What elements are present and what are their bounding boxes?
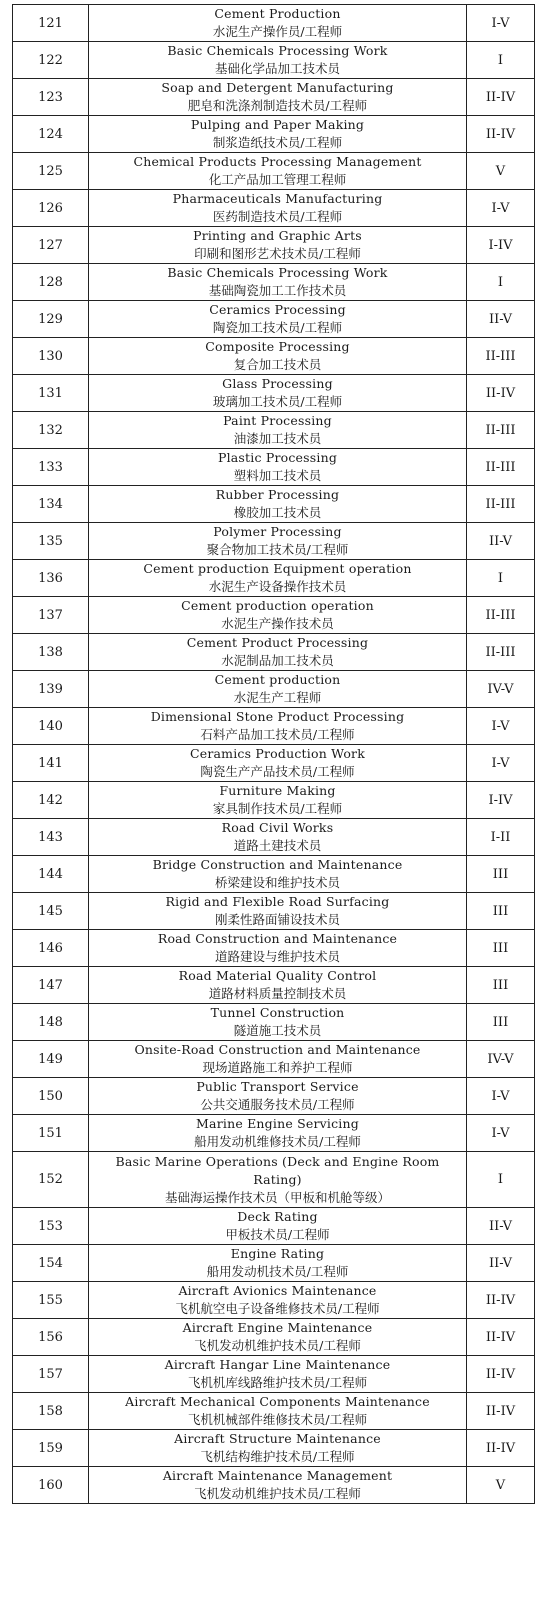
table-row [13, 523, 535, 560]
row-number: 128 [13, 264, 89, 301]
occupation-name-zh: 陶瓷生产产品技术员/工程师 [200, 764, 355, 779]
table-row [13, 1393, 535, 1430]
occupation-cell [89, 708, 467, 745]
occupation-name-en: Basic Chemicals Processing Work [167, 43, 388, 58]
row-number: 154 [13, 1245, 89, 1282]
row-number: 141 [13, 745, 89, 782]
occupation-name-zh: 船用发动机技术员/工程师 [206, 1264, 349, 1279]
table-row [13, 1430, 535, 1467]
level-range: I [467, 1152, 535, 1208]
occupation-name-en: Cement production Equipment operation [143, 561, 412, 576]
occupation-cell [89, 1467, 467, 1504]
occupation-name-en: Onsite-Road Construction and Maintenance [134, 1042, 421, 1057]
row-number: 150 [13, 1078, 89, 1115]
table-row [13, 1319, 535, 1356]
occupation-name-en: Composite Processing [205, 339, 350, 354]
level-range: III [467, 930, 535, 967]
row-number: 153 [13, 1208, 89, 1245]
occupation-name-zh: 水泥生产工程师 [233, 690, 322, 705]
occupation-name-zh: 化工产品加工管理工程师 [208, 172, 347, 187]
occupation-name-zh: 基础海运操作技术员（甲板和机舱等级） [164, 1189, 390, 1205]
level-range: I-V [467, 190, 535, 227]
occupation-name-en: Rigid and Flexible Road Surfacing [165, 894, 390, 909]
occupation-cell [89, 671, 467, 708]
occupation-name-zh: 复合加工技术员 [233, 357, 322, 372]
table-row [13, 634, 535, 671]
occupation-table [12, 4, 535, 1504]
level-range: V [467, 153, 535, 190]
level-range: I-V [467, 5, 535, 42]
row-number: 145 [13, 893, 89, 930]
level-range: II-V [467, 301, 535, 338]
level-range: I [467, 42, 535, 79]
occupation-cell [89, 338, 467, 375]
occupation-name-zh: 基础陶瓷加工工作技术员 [208, 283, 347, 298]
level-range: I-V [467, 1115, 535, 1152]
level-range: II-V [467, 1208, 535, 1245]
level-range: II-III [467, 486, 535, 523]
table-row [13, 671, 535, 708]
occupation-cell [89, 1356, 467, 1393]
level-range: III [467, 893, 535, 930]
occupation-name-zh: 聚合物加工技术员/工程师 [206, 542, 349, 557]
occupation-cell [89, 523, 467, 560]
occupation-name-zh: 肥皂和洗涤剂制造技术员/工程师 [187, 98, 368, 113]
level-range: II-IV [467, 375, 535, 412]
table-row [13, 782, 535, 819]
occupation-cell [89, 1208, 467, 1245]
row-number: 146 [13, 930, 89, 967]
level-range: II-III [467, 412, 535, 449]
occupation-name-en: Road Construction and Maintenance [157, 931, 398, 946]
occupation-cell [89, 42, 467, 79]
occupation-cell [89, 1004, 467, 1041]
occupation-cell [89, 227, 467, 264]
table-row [13, 5, 535, 42]
row-number: 159 [13, 1430, 89, 1467]
row-number: 129 [13, 301, 89, 338]
level-range: V [467, 1467, 535, 1504]
occupation-name-zh: 飞机机库线路维护技术员/工程师 [187, 1375, 368, 1390]
occupation-name-en: Rubber Processing [215, 487, 340, 502]
level-range: III [467, 967, 535, 1004]
row-number: 158 [13, 1393, 89, 1430]
table-row [13, 560, 535, 597]
row-number: 142 [13, 782, 89, 819]
occupation-name-en: Engine Rating [230, 1246, 325, 1261]
occupation-cell [89, 5, 467, 42]
occupation-name-en: Cement production operation [181, 598, 374, 613]
occupation-name-en: Pulping and Paper Making [190, 117, 365, 132]
occupation-cell [89, 1430, 467, 1467]
occupation-name-en: Aircraft Hangar Line Maintenance [164, 1357, 391, 1372]
occupation-name-en: Cement Product Processing [186, 635, 369, 650]
table-row [13, 1208, 535, 1245]
level-range: II-IV [467, 116, 535, 153]
row-number: 131 [13, 375, 89, 412]
occupation-name-zh: 水泥制品加工技术员 [221, 653, 334, 668]
occupation-cell [89, 745, 467, 782]
occupation-cell [89, 1245, 467, 1282]
occupation-name-zh: 刚柔性路面铺设技术员 [214, 912, 340, 927]
level-range: II-IV [467, 1356, 535, 1393]
occupation-cell [89, 153, 467, 190]
row-number: 134 [13, 486, 89, 523]
table-row [13, 1356, 535, 1393]
level-range: II-III [467, 338, 535, 375]
level-range: I-V [467, 708, 535, 745]
level-range: II-V [467, 1245, 535, 1282]
occupation-name-zh: 水泥生产设备操作技术员 [208, 579, 347, 594]
occupation-cell [89, 1115, 467, 1152]
occupation-name-en: Paint Processing [223, 413, 332, 428]
row-number: 140 [13, 708, 89, 745]
occupation-name-zh: 桥梁建设和维护技术员 [214, 875, 340, 890]
occupation-name-en: Deck Rating [237, 1209, 318, 1224]
level-range: II-IV [467, 1282, 535, 1319]
level-range: I [467, 264, 535, 301]
row-number: 155 [13, 1282, 89, 1319]
row-number: 157 [13, 1356, 89, 1393]
row-number: 123 [13, 79, 89, 116]
table-row [13, 42, 535, 79]
occupation-name-en: Ceramics Processing [209, 302, 346, 317]
row-number: 148 [13, 1004, 89, 1041]
occupation-cell [89, 782, 467, 819]
level-range: IV-V [467, 671, 535, 708]
occupation-cell [89, 79, 467, 116]
occupation-name-en: Basic Marine Operations (Deck and Engine Room Rating) [115, 1153, 440, 1187]
occupation-cell [89, 190, 467, 227]
occupation-cell [89, 486, 467, 523]
level-range: I-V [467, 1078, 535, 1115]
occupation-name-en: Pharmaceuticals Manufacturing [172, 191, 383, 206]
occupation-name-zh: 道路土建技术员 [233, 838, 322, 853]
table-row [13, 1115, 535, 1152]
occupation-name-en: Basic Chemicals Processing Work [167, 265, 388, 280]
occupation-name-zh: 道路材料质量控制技术员 [208, 986, 347, 1001]
occupation-name-en: Cement Production [214, 6, 341, 21]
table-row [13, 967, 535, 1004]
row-number: 143 [13, 819, 89, 856]
occupation-name-en: Aircraft Structure Maintenance [174, 1431, 381, 1446]
occupation-name-zh: 印刷和图形艺术技术员/工程师 [194, 246, 361, 261]
table-row [13, 745, 535, 782]
level-range: II-IV [467, 79, 535, 116]
level-range: II-V [467, 523, 535, 560]
occupation-cell [89, 560, 467, 597]
table-row [13, 79, 535, 116]
occupation-name-en: Tunnel Construction [210, 1005, 345, 1020]
occupation-name-en: Aircraft Maintenance Management [162, 1468, 393, 1483]
table-row [13, 1152, 535, 1208]
occupation-cell [89, 1078, 467, 1115]
row-number: 139 [13, 671, 89, 708]
row-number: 138 [13, 634, 89, 671]
occupation-name-en: Road Material Quality Control [178, 968, 377, 983]
level-range: III [467, 1004, 535, 1041]
table-row [13, 708, 535, 745]
occupation-name-en: Ceramics Production Work [189, 746, 366, 761]
occupation-name-zh: 陶瓷加工技术员/工程师 [212, 320, 343, 335]
occupation-name-zh: 飞机发动机维护技术员/工程师 [194, 1486, 361, 1501]
table-row [13, 227, 535, 264]
table-row [13, 819, 535, 856]
occupation-name-zh: 隧道施工技术员 [233, 1023, 322, 1038]
occupation-cell [89, 1041, 467, 1078]
table-row [13, 597, 535, 634]
occupation-name-en: Aircraft Avionics Maintenance [178, 1283, 377, 1298]
occupation-name-zh: 家具制作技术员/工程师 [212, 801, 343, 816]
occupation-cell [89, 116, 467, 153]
level-range: II-IV [467, 1319, 535, 1356]
row-number: 121 [13, 5, 89, 42]
occupation-name-zh: 飞机结构维护技术员/工程师 [200, 1449, 355, 1464]
occupation-cell [89, 597, 467, 634]
occupation-name-zh: 制浆造纸技术员/工程师 [212, 135, 343, 150]
occupation-name-zh: 飞机发动机维护技术员/工程师 [194, 1338, 361, 1353]
occupation-cell [89, 819, 467, 856]
table-row [13, 930, 535, 967]
table-row [13, 1282, 535, 1319]
occupation-name-en: Printing and Graphic Arts [193, 228, 362, 243]
occupation-name-en: Soap and Detergent Manufacturing [161, 80, 394, 95]
level-range: III [467, 856, 535, 893]
table-row [13, 375, 535, 412]
level-range: I [467, 560, 535, 597]
level-range: IV-V [467, 1041, 535, 1078]
row-number: 147 [13, 967, 89, 1004]
table-row [13, 449, 535, 486]
occupation-name-en: Road Civil Works [221, 820, 334, 835]
occupation-name-zh: 甲板技术员/工程师 [225, 1227, 330, 1242]
occupation-name-zh: 飞机机械部件维修技术员/工程师 [187, 1412, 368, 1427]
occupation-name-zh: 公共交通服务技术员/工程师 [200, 1097, 355, 1112]
occupation-cell [89, 1319, 467, 1356]
row-number: 136 [13, 560, 89, 597]
table-row [13, 856, 535, 893]
row-number: 122 [13, 42, 89, 79]
row-number: 149 [13, 1041, 89, 1078]
occupation-name-en: Aircraft Engine Maintenance [182, 1320, 373, 1335]
table-row [13, 1004, 535, 1041]
occupation-cell [89, 634, 467, 671]
level-range: II-III [467, 449, 535, 486]
level-range: II-III [467, 634, 535, 671]
row-number: 144 [13, 856, 89, 893]
level-range: II-IV [467, 1430, 535, 1467]
occupation-name-zh: 石料产品加工技术员/工程师 [200, 727, 355, 742]
occupation-cell [89, 967, 467, 1004]
occupation-name-zh: 橡胶加工技术员 [233, 505, 322, 520]
table-row [13, 1467, 535, 1504]
occupation-cell [89, 375, 467, 412]
occupation-name-zh: 基础化学品加工技术员 [214, 61, 340, 76]
occupation-name-en: Glass Processing [222, 376, 333, 391]
table-row [13, 893, 535, 930]
row-number: 130 [13, 338, 89, 375]
level-range: I-IV [467, 227, 535, 264]
occupation-name-en: Plastic Processing [217, 450, 338, 465]
occupation-name-en: Marine Engine Servicing [196, 1116, 359, 1131]
table-row [13, 190, 535, 227]
row-number: 127 [13, 227, 89, 264]
occupation-cell [89, 856, 467, 893]
level-range: I-IV [467, 782, 535, 819]
table-row [13, 1041, 535, 1078]
occupation-cell [89, 301, 467, 338]
occupation-name-en: Cement production [214, 672, 341, 687]
table-row [13, 412, 535, 449]
row-number: 135 [13, 523, 89, 560]
occupation-cell [89, 449, 467, 486]
occupation-name-en: Chemical Products Processing Management [133, 154, 422, 169]
occupation-name-zh: 道路建设与维护技术员 [214, 949, 340, 964]
occupation-cell [89, 1282, 467, 1319]
row-number: 151 [13, 1115, 89, 1152]
level-range: II-IV [467, 1393, 535, 1430]
occupation-name-zh: 船用发动机维修技术员/工程师 [194, 1134, 361, 1149]
row-number: 137 [13, 597, 89, 634]
occupation-cell [89, 930, 467, 967]
occupation-cell [89, 264, 467, 301]
occupation-name-en: Dimensional Stone Product Processing [150, 709, 405, 724]
occupation-name-en: Furniture Making [219, 783, 336, 798]
occupation-name-zh: 医药制造技术员/工程师 [212, 209, 343, 224]
row-number: 124 [13, 116, 89, 153]
row-number: 125 [13, 153, 89, 190]
table-row [13, 486, 535, 523]
table-row [13, 1245, 535, 1282]
occupation-name-zh: 玻璃加工技术员/工程师 [212, 394, 343, 409]
table-row [13, 116, 535, 153]
level-range: I-II [467, 819, 535, 856]
table-row [13, 1078, 535, 1115]
occupation-name-zh: 油漆加工技术员 [233, 431, 322, 446]
row-number: 126 [13, 190, 89, 227]
level-range: II-III [467, 597, 535, 634]
table-row [13, 301, 535, 338]
occupation-name-en: Polymer Processing [213, 524, 342, 539]
occupation-cell [89, 1152, 467, 1208]
row-number: 156 [13, 1319, 89, 1356]
row-number: 160 [13, 1467, 89, 1504]
row-number: 152 [13, 1152, 89, 1208]
occupation-cell [89, 412, 467, 449]
table-row [13, 338, 535, 375]
occupation-name-zh: 飞机航空电子设备维修技术员/工程师 [175, 1301, 380, 1316]
occupation-name-zh: 现场道路施工和养护工程师 [202, 1060, 353, 1075]
occupation-name-en: Aircraft Mechanical Components Maintenance [125, 1394, 430, 1409]
table-row [13, 264, 535, 301]
row-number: 132 [13, 412, 89, 449]
occupation-name-zh: 水泥生产操作技术员 [221, 616, 334, 631]
occupation-name-en: Bridge Construction and Maintenance [152, 857, 403, 872]
occupation-name-zh: 水泥生产操作员/工程师 [212, 24, 343, 39]
occupation-name-en: Public Transport Service [196, 1079, 359, 1094]
level-range: I-V [467, 745, 535, 782]
occupation-name-zh: 塑料加工技术员 [233, 468, 322, 483]
table-body [13, 5, 535, 1504]
table-row [13, 153, 535, 190]
row-number: 133 [13, 449, 89, 486]
occupation-cell [89, 1393, 467, 1430]
occupation-cell [89, 893, 467, 930]
